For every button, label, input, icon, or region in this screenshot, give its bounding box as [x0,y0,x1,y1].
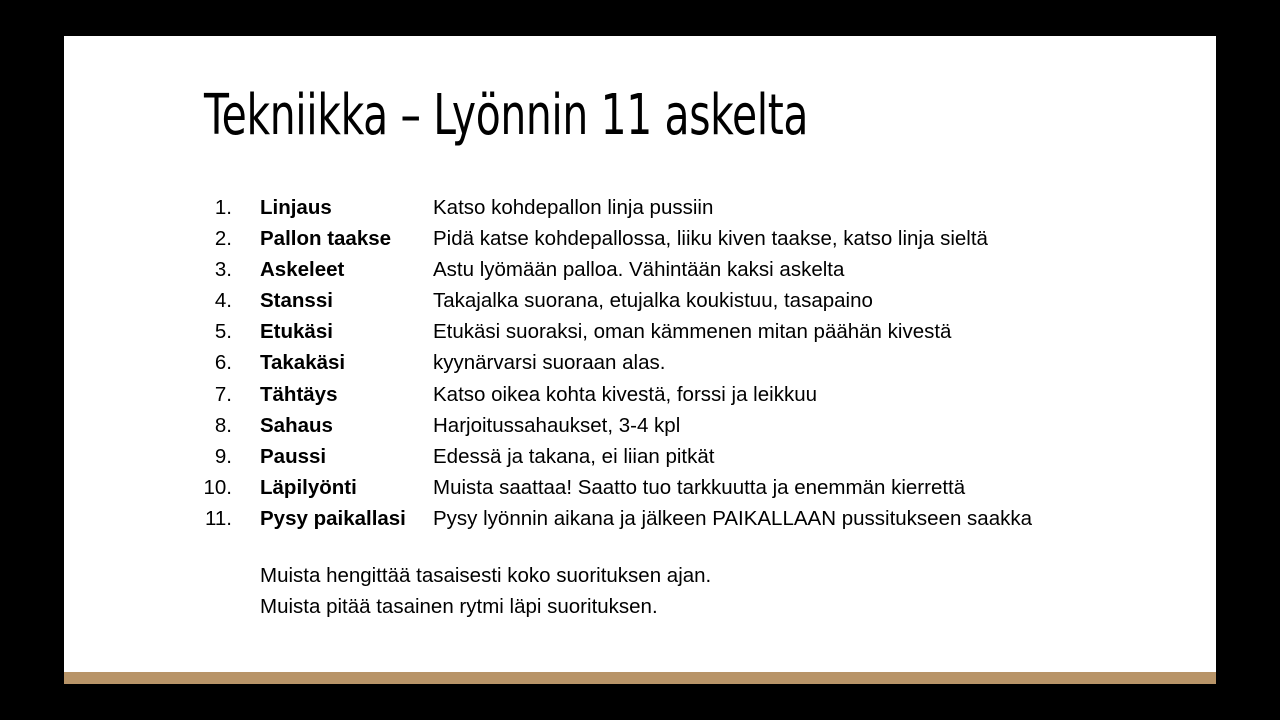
step-number: 4. [214,289,232,313]
step-number: 3. [214,258,232,282]
step-description: kyynärvarsi suoraan alas. [433,351,666,375]
slide-title: Tekniikka – Lyönnin 11 askelta [204,83,809,148]
step-number: 7. [214,382,232,406]
step-name: Pysy paikallasi [260,506,406,530]
step-description: Takajalka suorana, etujalka koukistuu, tasapaino [433,289,873,313]
step-number: 6. [214,351,232,375]
step-name: Askeleet [260,258,345,282]
step-name: Linjaus [260,196,332,219]
step-name: Etukäsi [260,320,333,344]
step-name: Läpilyönti [260,475,357,499]
step-name: Sahaus [260,413,333,437]
step-description: Edessä ja takana, ei liian pitkät [433,444,715,468]
step-number: 2. [214,227,232,251]
step-description: Pysy lyönnin aikana ja jälkeen PAIKALLAAN pussitukseen saakka [433,506,1033,530]
step-number: 9. [214,444,232,468]
step-name: Tähtäys [260,382,338,406]
step-description: Muista saattaa! Saatto tuo tarkkuutta ja enemmän kierrettä [433,475,966,499]
step-description: Etukäsi suoraksi, oman kämmenen mitan päähän kivestä [433,320,952,344]
step-number: 10. [203,475,232,499]
step-name: Paussi [260,444,327,468]
step-number: 11. [205,506,232,530]
step-description: Astu lyömään palloa. Vähintään kaksi askelta [433,258,845,282]
notes [260,560,711,622]
step-number: 1. [214,196,232,219]
step-description: Pidä katse kohdepallossa, liiku kiven taakse, katso linja sieltä [433,227,988,251]
note-breathing: Muista hengittää tasaisesti koko suorituksen ajan. [260,564,712,587]
step-description: Katso oikea kohta kivestä, forssi ja leikkuu [433,382,817,406]
accent-bar [64,672,1216,684]
step-name: Takakäsi [260,351,346,375]
note-rhythm: Muista pitää tasainen rytmi läpi suorituksen. [260,595,658,618]
slide [64,36,1216,672]
step-number: 8. [214,413,232,437]
step-name: Pallon taakse [260,227,392,251]
step-number: 5. [214,320,232,344]
step-description: Harjoitussahaukset, 3-4 kpl [433,413,681,437]
step-description: Katso kohdepallon linja pussiin [433,196,714,219]
step-name: Stanssi [260,289,333,313]
